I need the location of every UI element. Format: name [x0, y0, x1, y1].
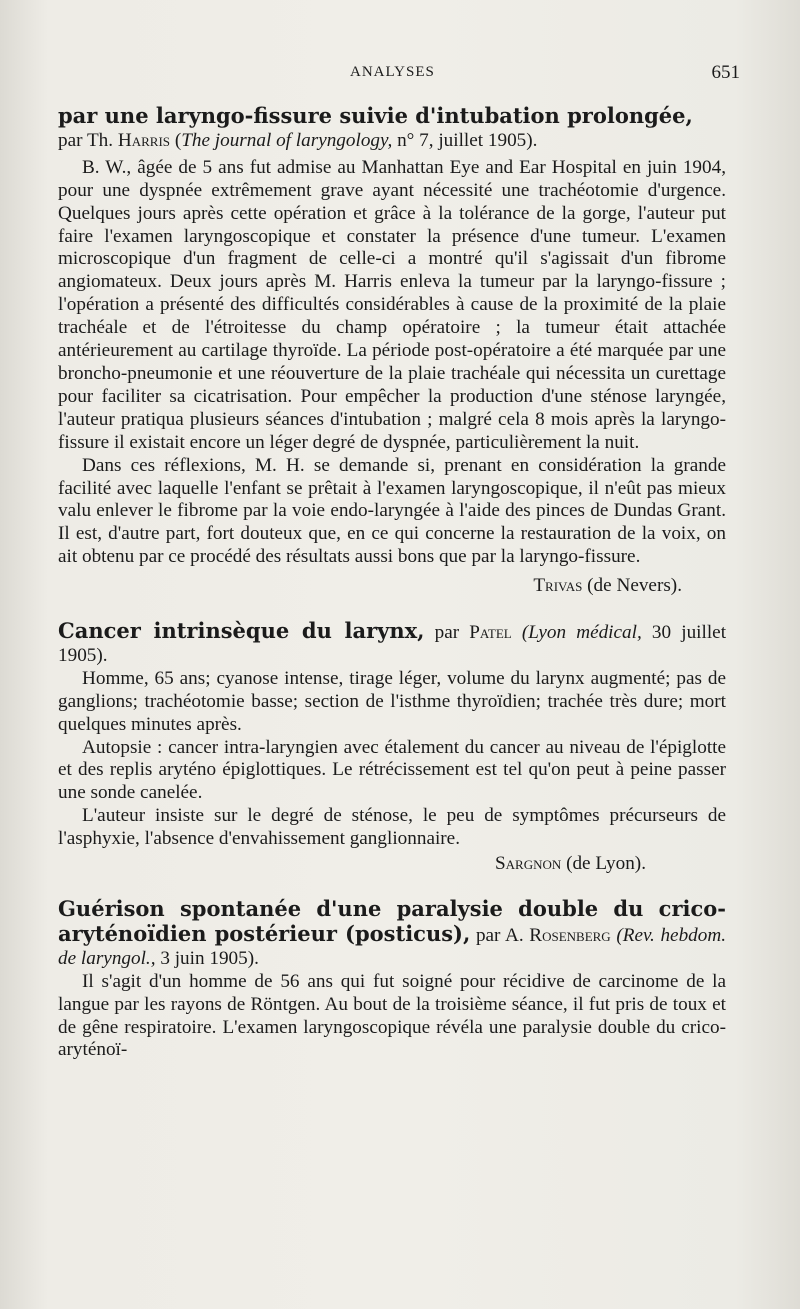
- paragraph: Homme, 65 ans; cyanose intense, tirage léger, volume du larynx augmenté; pas de ganglions; trachéotomie basse; section de l'isthme thyroïdien; trachée très dure; mort quelques minutes après.: [58, 667, 726, 735]
- signature-place: (de Nevers).: [587, 575, 682, 597]
- signature: [58, 575, 726, 598]
- signature-name: Sargnon: [494, 853, 562, 875]
- article-title-text: par une laryngo-fissure suivie d'intubation prolongée,: [58, 103, 693, 128]
- article-heading: Cancer intrinsèque du larynx, par Patel (Lyon médical, 30 juillet 1905).: [58, 618, 727, 666]
- article-cancer-larynx: [58, 620, 726, 876]
- journal-issue: 30 juillet 1905).: [58, 622, 727, 666]
- running-head: ANALYSES: [350, 64, 435, 80]
- paragraph: Il s'agit d'un homme de 56 ans qui fut soigné pour récidive de carcinome de la langue par les rayons de Röntgen. Au bout de la troisième séance, il fut pris de toux et de gêne respiratoire. L'examen laryngoscopique révéla une paralysie double du crico-aryténoï-: [58, 970, 726, 1061]
- article-title-text: Cancer intrinsèque du larynx,: [58, 618, 425, 644]
- article-laryngo-fissure: [58, 105, 726, 598]
- article-paralysie-posticus: [58, 898, 726, 1062]
- article-heading: Guérison spontanée d'une paralysie double du crico-aryténoïdien postérieur (posticus), par A. Rosenberg (Rev. hebdom. de laryngol., 3 juin 1905).: [58, 896, 727, 969]
- page-content: [58, 105, 726, 1062]
- article-title: [58, 105, 726, 130]
- journal-name: The journal of laryngology,: [181, 129, 393, 151]
- page-number: 651: [711, 62, 740, 83]
- author-name: Patel: [469, 622, 512, 644]
- article-citation: par Th. Harris (The journal of laryngology, n° 7, juillet 1905).: [58, 129, 538, 151]
- paragraph: B. W., âgée de 5 ans fut admise au Manhattan Eye and Ear Hospital en juin 1904, pour une dyspnée extrêmement grave ayant nécessité une trachéotomie d'urgence. Quelques jours après cette opération et grâce à la tolérance de la gorge, l'auteur put faire l'examen laryngoscopique et constater la présence d'une tumeur. L'examen microscopique d'un fragment de celle-ci a montré qu'il s'agissait d'un fibrome angiomateux. Deux jours après M. Harris enleva la tumeur par la laryngo-fissure ; l'opération a présenté des difficultés considérables à cause de la proximité de la plaie trachéale et de l'étroitesse du champ opératoire ; la tumeur était attachée antérieurement au cartilage thyroïde. La période post-opératoire a été marquée par une broncho-pneumonie et une réouverture de la plaie trachéale qui nécessita un curettage pour faciliter sa cicatrisation. Pour empêcher la production d'une sténose laryngée, l'auteur pratiqua plusieurs séances d'intubation ; malgré cela 8 mois après la laryngo-fissure il existait encore un léger degré de dyspnée, particulièrement la nuit.: [58, 156, 726, 453]
- page-header: [60, 62, 740, 88]
- journal-issue: n° 7, juillet 1905).: [397, 129, 538, 151]
- journal-name: (Lyon médical,: [521, 622, 642, 644]
- signature-place: (de Lyon).: [566, 853, 646, 875]
- paragraph: Autopsie : cancer intra-laryngien avec étalement du cancer au niveau de l'épiglotte et des replis aryténo épiglottiques. Le rétrécissement est tel qu'on peut à peine passer une sonde canelée.: [58, 736, 726, 804]
- article-title-text: Guérison spontanée d'une paralysie double du crico-aryténoïdien postérieur (posticus),: [58, 896, 726, 946]
- journal-issue: 3 juin 1905).: [160, 947, 259, 969]
- paragraph: L'auteur insiste sur le degré de sténose, le peu de symptômes précurseurs de l'asphyxie, l'absence d'envahissement ganglionnaire.: [58, 805, 726, 850]
- journal-name: (Rev. hebdom. de laryngol.,: [58, 924, 727, 969]
- author-name: Harris: [117, 129, 171, 151]
- paragraph: Dans ces réflexions, M. H. se demande si, prenant en considération la grande facilité avec laquelle l'enfant se prêtait à l'examen laryngoscopique, il n'eût pas mieux valu enlever le fibrome par la voie endo-laryngée à l'aide des pinces de Dundas Grant. Il est, d'autre part, fort douteux que, en ce qui concerne la restauration de la voix, on ait obtenu par ce procédé des résultats aussi bons que par la laryngo-fissure.: [58, 454, 726, 568]
- signature: [58, 853, 726, 876]
- author-name: Rosenberg: [529, 924, 611, 946]
- signature-name: Trivas: [533, 575, 583, 597]
